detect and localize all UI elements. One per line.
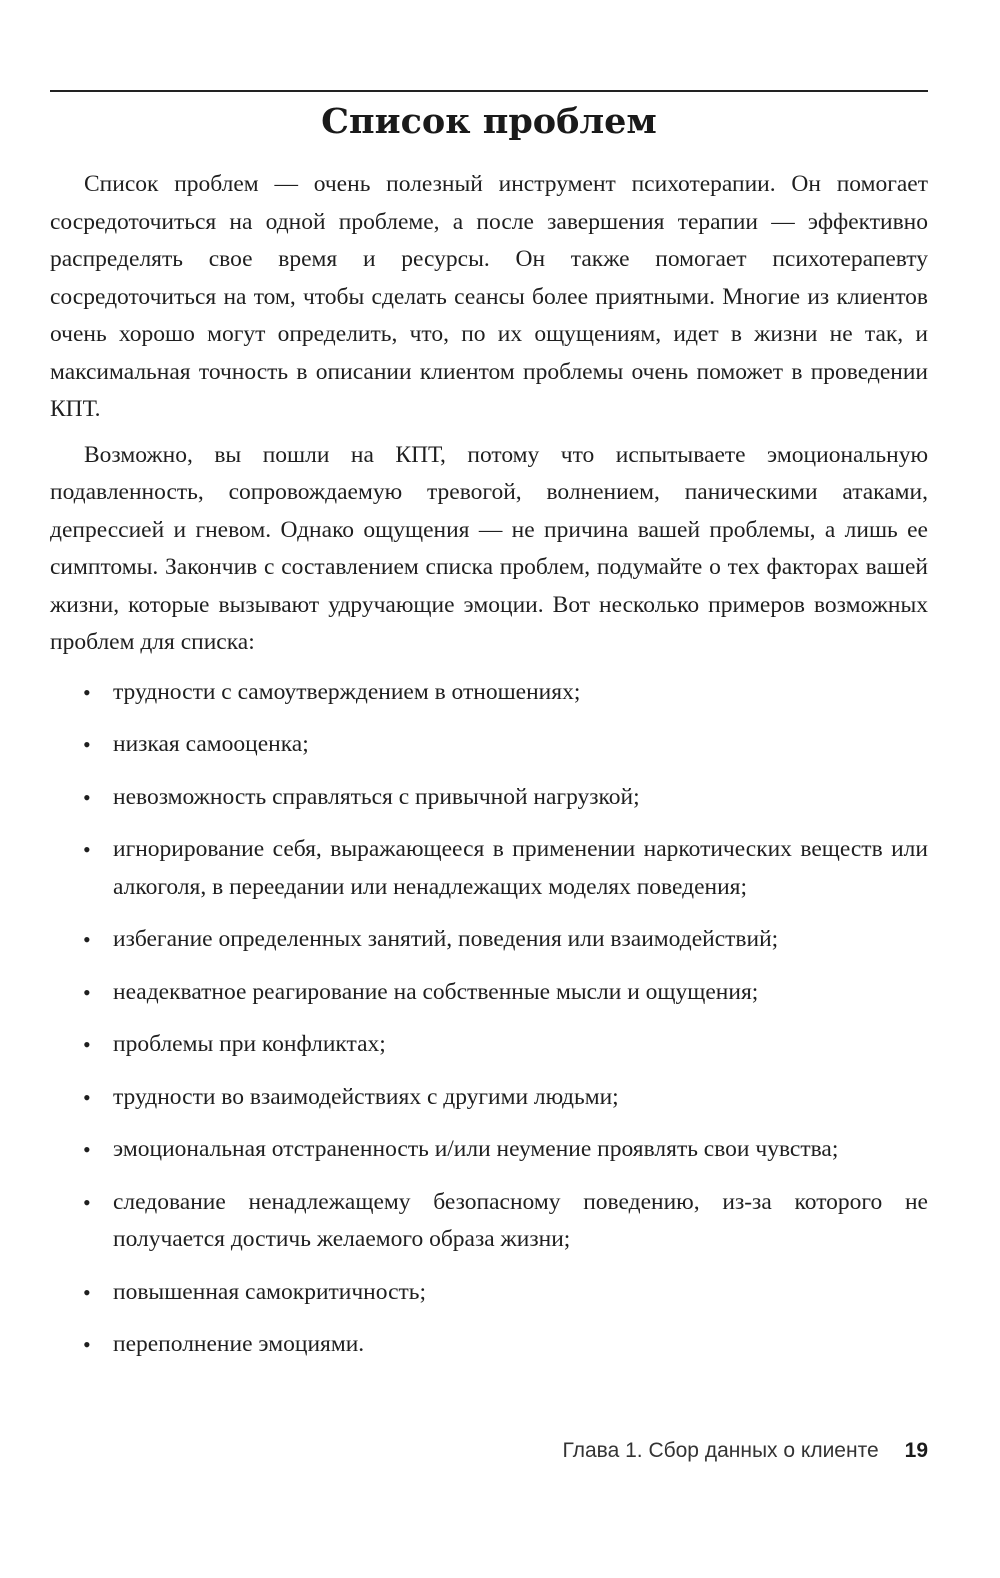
- list-item: [50, 1026, 928, 1064]
- list-item: [50, 674, 928, 712]
- bullet-icon: •: [83, 1137, 91, 1162]
- paragraph: Возможно, вы пошли на КПТ, потому что испытываете эмоциональную подавленность, сопровождаемую тревогой, волнением, паническими атаками, депрессией и гневом. Однако ощущения — не причина вашей проблемы, а лишь ее симптомы. Закончив с составлением списка проблем, подумайте о тех факторах вашей жизни, которые вызывают удручающие эмоции. Вот несколько примеров возможных проблем для списка:: [50, 441, 928, 655]
- list-item: [50, 974, 928, 1012]
- bullet-icon: •: [83, 979, 91, 1005]
- problem-list: [50, 674, 928, 1364]
- list-item: [50, 1184, 928, 1259]
- list-item-text: неадекватное реагирование на собственные мысли и ощущения;: [113, 978, 759, 1005]
- bullet-icon: •: [83, 1189, 91, 1215]
- page-footer: [563, 1436, 928, 1466]
- list-item: [50, 921, 928, 959]
- list-item: [50, 726, 928, 764]
- list-item-text: следование ненадлежащему безопасному поведению, из-за которого не получается достичь желаемого образа жизни;: [113, 1188, 928, 1252]
- list-item: [50, 1274, 928, 1312]
- running-footer-chapter: Глава 1. Сбор данных о клиенте: [562, 1439, 879, 1462]
- list-item-text: проблемы при конфликтах;: [113, 1031, 386, 1057]
- header-rule: [50, 90, 928, 92]
- bullet-icon: •: [83, 927, 91, 952]
- page-number: 19: [904, 1439, 928, 1462]
- list-item-text: низкая самооценка;: [113, 731, 309, 757]
- list-item-text: избегание определенных занятий, поведения или взаимодействий;: [113, 926, 779, 952]
- list-item-text: трудности во взаимодействиях с другими людьми;: [113, 1083, 619, 1110]
- list-item: [50, 831, 928, 906]
- list-item-text: игнорирование себя, выражающееся в применении наркотических веществ или алкоголя, в переедании или ненадлежащих моделях поведения;: [113, 836, 928, 900]
- bullet-icon: •: [83, 1032, 91, 1057]
- list-item-text: повышенная самокритичность;: [113, 1278, 427, 1305]
- list-item: [50, 1131, 928, 1169]
- paragraph: Список проблем — очень полезный инструмент психотерапии. Он помогает сосредоточиться на одной проблеме, а после завершения терапии — эффективно распределять свое время и ресурсы. Он также помогает психотерапевту сосредоточиться на том, чтобы сделать сеансы более приятными. Многие из клиентов очень хорошо могут определить, что, по их ощущениям, идет в жизни не так, и максимальная точность в описании клиентом проблемы очень поможет в проведении КПТ.: [50, 171, 928, 422]
- bullet-icon: •: [83, 732, 91, 757]
- list-item-text: невозможность справляться с привычной нагрузкой;: [113, 783, 640, 810]
- book-page: [50, 0, 928, 1578]
- section-title: Список проблем: [321, 101, 657, 142]
- list-item: [50, 1326, 928, 1364]
- list-item-text: переполнение эмоциями.: [113, 1331, 365, 1357]
- bullet-icon: •: [83, 1332, 91, 1357]
- list-item-text: эмоциональная отстраненность и/или неумение проявлять свои чувства;: [113, 1136, 839, 1162]
- bullet-icon: •: [83, 837, 91, 862]
- bullet-icon: •: [83, 1279, 91, 1305]
- bullet-icon: •: [83, 784, 91, 810]
- list-item-text: трудности с самоутверждением в отношениях;: [113, 678, 581, 705]
- page-body: [50, 166, 928, 1379]
- list-item: [50, 779, 928, 817]
- list-item: [50, 1079, 928, 1117]
- bullet-icon: •: [83, 1084, 91, 1110]
- bullet-icon: •: [83, 679, 91, 705]
